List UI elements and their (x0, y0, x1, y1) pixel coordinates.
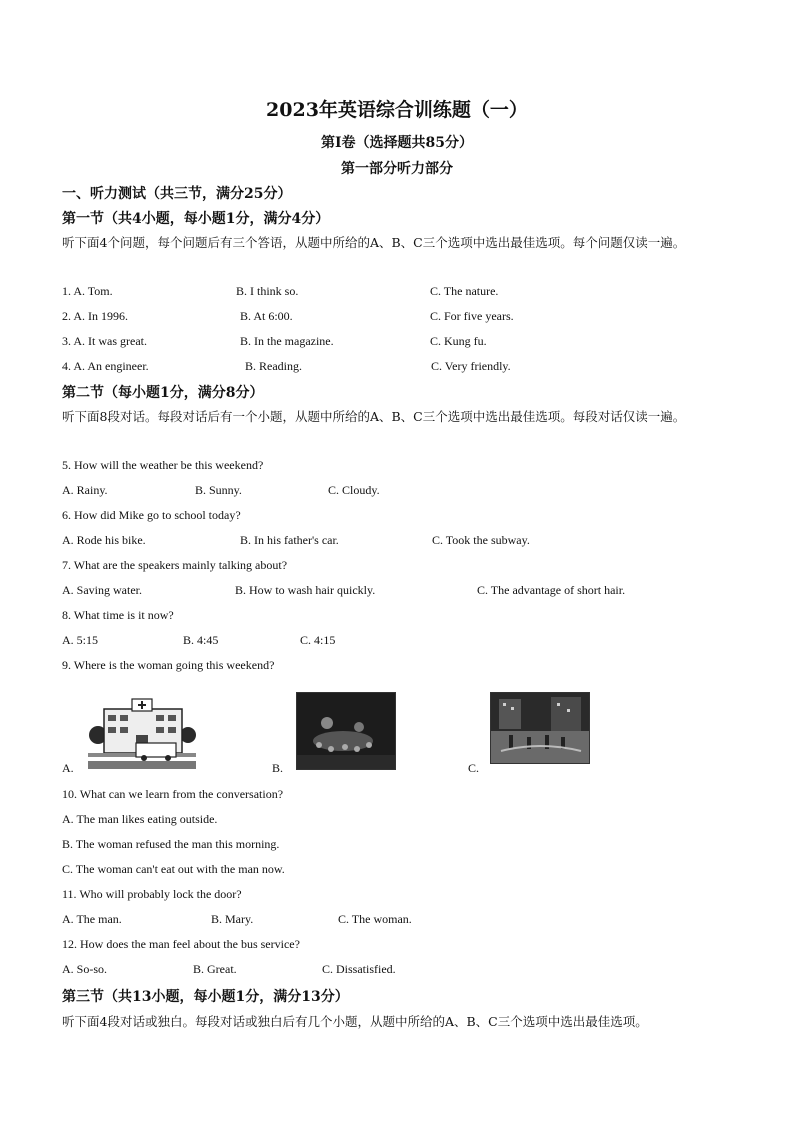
q1-c: C. The nature. (430, 284, 499, 298)
q7-a: A. Saving water. (62, 583, 142, 597)
q9-stem: 9. Where is the woman going this weekend? (62, 658, 275, 672)
q6-b: B. In his father's car. (240, 533, 339, 547)
q8-stem: 8. What time is it now? (62, 608, 174, 622)
q2-c: C. For five years. (430, 309, 514, 323)
q6-stem: 6. How did Mike go to school today? (62, 508, 241, 522)
q11-c: C. The woman. (338, 912, 412, 926)
q2-b: B. At 6:00. (240, 309, 293, 323)
night-street-picture (490, 692, 590, 764)
q3-c: C. Kung fu. (430, 334, 487, 348)
q6-c: C. Took the subway. (432, 533, 530, 547)
q7-stem: 7. What are the speakers mainly talking about? (62, 558, 288, 572)
q5-b: B. Sunny. (195, 483, 242, 497)
q10-c: C. The woman can't eat out with the man now. (62, 862, 285, 876)
q5-stem: 5. How will the weather be this weekend? (62, 458, 264, 472)
s2-instruction: 听下面8段对话。每段对话后有一个小题，从题中所给的A、B、C三个选项中选出最佳选项。每段对话仅读一遍。 (62, 409, 686, 424)
q3-a: 3. A. It was great. (62, 334, 147, 348)
s2-heading: 第二节（每小题1分，满分8分） (62, 385, 264, 401)
s3-instruction: 听下面4段对话或独白。每段对话或独白后有几个小题，从题中所给的A、B、C三个选项中选出最佳选项。 (62, 1014, 648, 1029)
concert-picture (296, 692, 396, 770)
q6-a: A. Rode his bike. (62, 533, 146, 547)
page-title: 2023年英语综合训练题（一） (266, 99, 528, 121)
q9-c-label: C. (468, 761, 480, 775)
q2-a: 2. A. In 1996. (62, 309, 128, 323)
q7-c: C. The advantage of short hair. (477, 583, 626, 597)
q12-c: C. Dissatisfied. (322, 962, 396, 976)
q9-b-label: B. (272, 761, 284, 775)
q4-b: B. Reading. (245, 359, 302, 373)
q10-stem: 10. What can we learn from the conversation? (62, 787, 284, 801)
q8-c: C. 4:15 (300, 633, 336, 647)
q11-stem: 11. Who will probably lock the door? (62, 887, 242, 901)
q1-a: 1. A. Tom. (62, 284, 113, 298)
q12-b: B. Great. (193, 962, 237, 976)
q10-a: A. The man likes eating outside. (62, 812, 218, 826)
hospital-picture (88, 695, 196, 769)
q5-a: A. Rainy. (62, 483, 108, 497)
q9-a-label: A. (62, 761, 74, 775)
q4-a: 4. A. An engineer. (62, 359, 149, 373)
volume-heading: 第Ⅰ卷（选择题共85分） (320, 135, 474, 151)
q11-b: B. Mary. (211, 912, 254, 926)
section-heading: 一、听力测试（共三节，满分25分） (62, 186, 292, 202)
q5-c: C. Cloudy. (328, 483, 380, 497)
q10-b: B. The woman refused the man this morning. (62, 837, 280, 851)
q4-c: C. Very friendly. (431, 359, 511, 373)
s1-instruction: 听下面4个问题，每个问题后有三个答语，从题中所给的A、B、C三个选项中选出最佳选项。每个问题仅读一遍。 (62, 235, 686, 250)
q8-b: B. 4:45 (183, 633, 219, 647)
q1-b: B. I think so. (236, 284, 299, 298)
q12-a: A. So-so. (62, 962, 108, 976)
q8-a: A. 5:15 (62, 633, 98, 647)
q11-a: A. The man. (62, 912, 122, 926)
s3-heading: 第三节（共13小题，每小题1分，满分13分） (62, 989, 349, 1005)
s1-heading: 第一节（共4小题，每小题1分，满分4分） (62, 211, 330, 227)
q7-b: B. How to wash hair quickly. (235, 583, 376, 597)
q12-stem: 12. How does the man feel about the bus service? (62, 937, 300, 951)
part-heading: 第一部分听力部分 (341, 161, 453, 177)
q3-b: B. In the magazine. (240, 334, 334, 348)
